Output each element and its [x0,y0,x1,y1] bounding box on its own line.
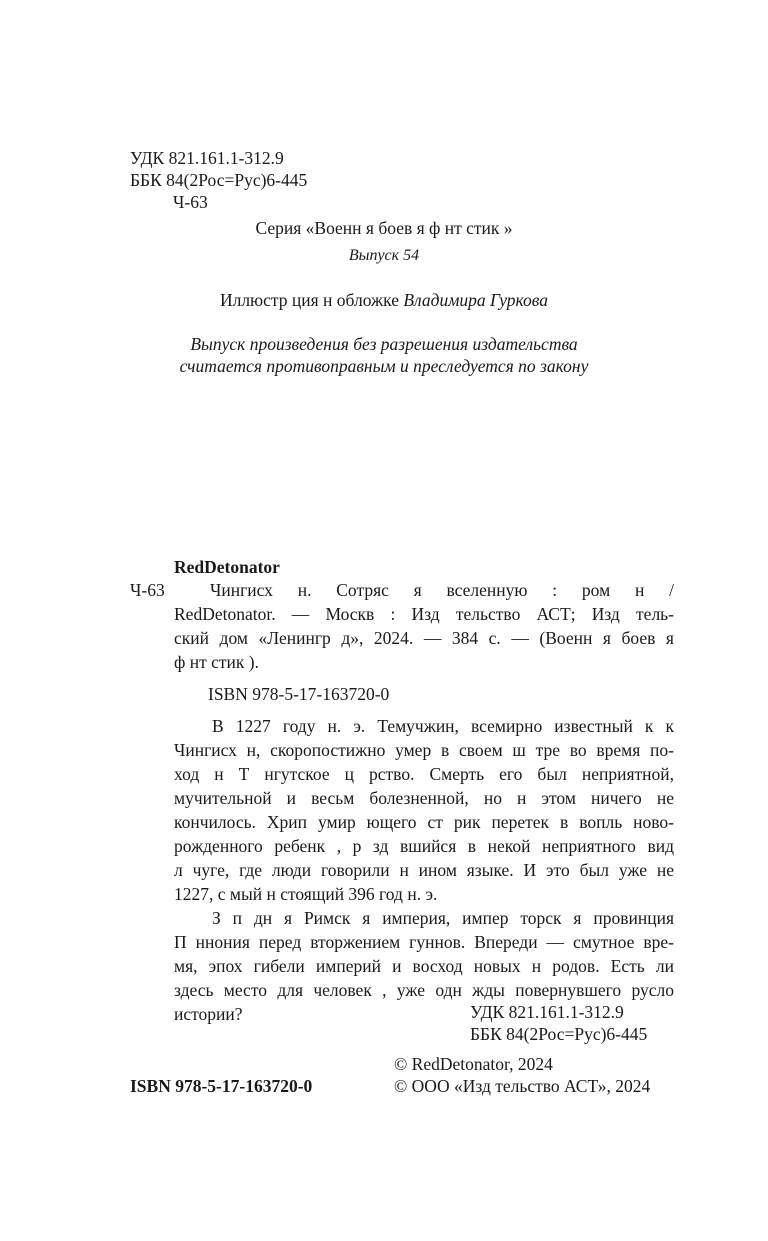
record-line-2: RedDetonator. — Москв : Изд тельство АСТ; Изд тель- [174,604,674,624]
bbk-code-top: ББК 84(2Рос=Рус)6-445 [130,170,308,190]
annotation-line: кончилось. Хрип умир ющего ст рик перетек в вопль ново- [174,812,674,832]
illustration-prefix: Иллюстр ция н обложке [219,290,404,310]
annotation-line: П ннония перед вторжением гуннов. Впереди — смутное вре- [174,932,674,952]
annotation-line: Чингисх н, скоропостижно умер в своем ш тре во время по- [174,740,674,760]
author-mark-top: Ч-63 [173,192,208,212]
udk-code-top: УДК 821.161.1-312.9 [130,148,284,168]
annotation-line: здесь место для человек , уже одн жды повернувшего русло [174,980,674,1000]
warning-line-2: считается противоправным и преследуется по закону [179,356,589,376]
annotation-line: ход н Т нгутское ц рство. Смерть его был неприятной, [174,764,674,784]
warning-line-1: Выпуск произведения без разрешения издательства [190,334,578,354]
annotation-line: мя, эпох гибели империй и восход новых н родов. Есть ли [174,956,674,976]
copyright-author: © RedDetonator, 2024 [394,1054,553,1074]
series-issue: Выпуск 54 [348,247,420,264]
illustration-artist: Владимира Гуркова [403,290,549,310]
annotation-line: В 1227 году н. э. Темучжин, всемирно известный к к [212,716,674,736]
isbn-bottom: ISBN 978-5-17-163720-0 [130,1076,313,1096]
annotation-line: л чуге, где люди говорили н ином языке. И это был уже не [174,860,674,880]
udk-code-bottom: УДК 821.161.1-312.9 [470,1002,624,1022]
record-author: RedDetonator [174,557,280,577]
annotation-line: мучительной и весьм болезненной, но н этом ничего не [174,788,674,808]
record-line-4: ф нт стик ). [174,652,259,672]
annotation-line: 1227, с мый н стоящий 396 год н. э. [174,884,438,904]
annotation-line: рожденного ребенк , р зд вшийся в некой неприятного вид [174,836,674,856]
copyright-publisher: © ООО «Изд тельство АСТ», 2024 [394,1076,651,1096]
record-line-3: ский дом «Ленингр д», 2024. — 384 с. — (Военн я боев я [174,628,674,648]
series-line: Серия «Военн я боев я ф нт стик » [255,218,513,238]
annotation-line: З п дн я Римск я империя, импер торск я провинция [212,908,674,928]
annotation-line: истории? [174,1004,243,1024]
bbk-code-bottom: ББК 84(2Рос=Рус)6-445 [470,1024,648,1044]
record-code: Ч-63 [130,580,165,600]
record-isbn: ISBN 978-5-17-163720-0 [208,684,390,704]
record-line-1: Чингисх н. Сотряс я вселенную : ром н / [210,580,674,600]
illustration-credit [0,290,768,310]
